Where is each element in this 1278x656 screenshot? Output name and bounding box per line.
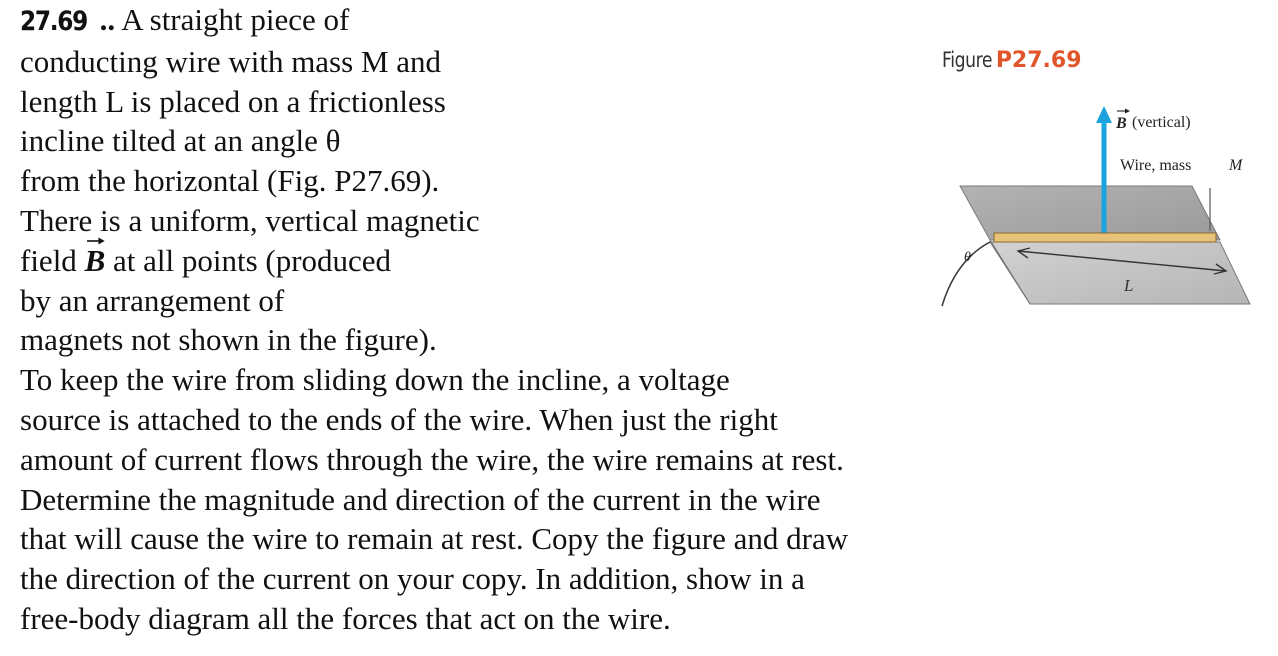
figure-caption-prefix: Figure bbox=[942, 48, 993, 72]
problem-text-fragment: field bbox=[20, 242, 77, 278]
problem-text-line: Determine the magnitude and direction of the current in the wire bbox=[20, 481, 821, 517]
wire-label-text: Wire, mass bbox=[1120, 157, 1192, 174]
problem-text-line: To keep the wire from sliding down the incline, a voltage bbox=[20, 362, 730, 398]
problem-text-line: by an arrangement of bbox=[20, 282, 285, 318]
field-label-vector-arrowhead bbox=[1125, 109, 1130, 114]
problem-text-line: magnets not shown in the figure). bbox=[20, 322, 437, 358]
vector-arrow-icon bbox=[85, 235, 106, 247]
magnetic-field-vector-symbol bbox=[85, 241, 106, 281]
problem-line-field bbox=[20, 241, 1020, 281]
problem-text-line: amount of current flows through the wire, the wire remains at rest. bbox=[20, 441, 844, 477]
figure-caption-id: P27.69 bbox=[995, 48, 1082, 73]
problem-statement bbox=[20, 0, 1020, 639]
problem-text-line: that will cause the wire to remain at rest. Copy the figure and draw bbox=[20, 521, 849, 557]
incline-top-face bbox=[960, 186, 1220, 240]
problem-text-fragment: at all points (produced bbox=[113, 242, 392, 278]
problem-text-line: conducting wire with mass M and bbox=[20, 43, 442, 79]
angle-label: θ bbox=[964, 250, 971, 265]
difficulty-marker: .. bbox=[99, 2, 116, 37]
problem-text-line: length L is placed on a frictionless bbox=[20, 83, 446, 119]
problem-text-line: free-body diagram all the forces that act on the wire. bbox=[20, 600, 671, 636]
field-label bbox=[1115, 109, 1191, 133]
problem-text-line: source is attached to the ends of the wire. When just the right bbox=[20, 401, 778, 437]
field-label-symbol: B bbox=[1116, 115, 1127, 132]
length-label: L bbox=[1124, 276, 1134, 295]
field-symbol: B bbox=[84, 242, 106, 278]
incline-figure bbox=[930, 90, 1260, 320]
field-label-text: (vertical) bbox=[1132, 114, 1191, 131]
wire-label-symbol: M bbox=[1229, 157, 1243, 174]
figure-caption bbox=[942, 48, 1082, 73]
magnetic-field-arrowhead bbox=[1096, 106, 1112, 123]
problem-text-line: A straight piece of bbox=[121, 2, 350, 37]
incline-bottom-face bbox=[990, 242, 1250, 304]
problem-line-1 bbox=[20, 0, 1020, 42]
problem-text-line: There is a uniform, vertical magnetic bbox=[20, 202, 480, 238]
wire-label bbox=[1120, 157, 1244, 174]
problem-text-line: the direction of the current on your copy. In addition, show in a bbox=[20, 561, 805, 597]
wire bbox=[994, 233, 1216, 242]
problem-text-line: incline tilted at an angle θ bbox=[20, 123, 341, 159]
problem-text-line: from the horizontal (Fig. P27.69). bbox=[20, 163, 440, 199]
problem-number: 27.69 bbox=[20, 6, 87, 37]
